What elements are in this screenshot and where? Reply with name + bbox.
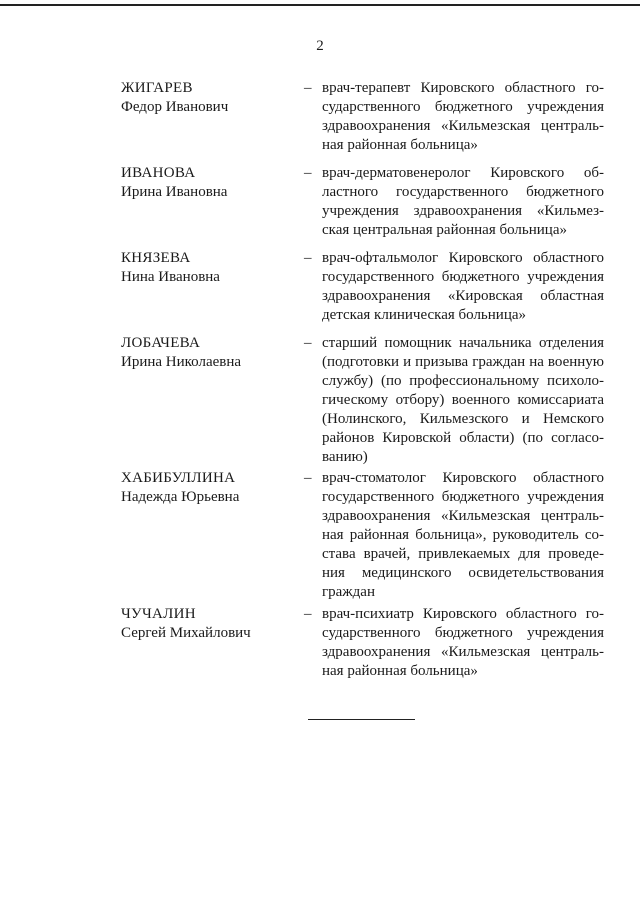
entry-dash: – xyxy=(304,80,312,96)
member-surname: ИВАНОВА xyxy=(121,165,196,181)
member-name xyxy=(121,469,296,507)
member-given-name: Нина Ивановна xyxy=(121,269,220,285)
top-border-rule xyxy=(0,4,640,6)
closing-rule xyxy=(308,719,415,720)
entry-dash: – xyxy=(304,470,312,486)
member-given-name: Ирина Николаевна xyxy=(121,354,242,370)
member-role: врач-офтальмолог Кировского областного государственного бюджетного учреждения здравоохранения «Кировская областная детская клиническая больница» xyxy=(322,250,604,323)
entry-dash: – xyxy=(304,606,312,622)
page-number: 2 xyxy=(316,38,324,54)
member-role: врач-дерматовенеролог Кировского областного государственного бюджетного учреждения здравоохранения «Кильмезская центральная районная больница» xyxy=(322,165,604,238)
member-role: врач-психиатр Кировского областного государственного бюджетного учреждения здравоохранения «Кильмезская центральная районная больница» xyxy=(322,606,604,679)
member-name xyxy=(121,334,296,372)
member-surname: ХАБИБУЛЛИНА xyxy=(121,470,236,486)
entry-dash: – xyxy=(304,250,312,266)
member-surname: ЧУЧАЛИН xyxy=(121,606,196,622)
member-name xyxy=(121,79,296,117)
member-name xyxy=(121,249,296,287)
member-surname: ЛОБАЧЕВА xyxy=(121,335,201,351)
member-role: старший помощник начальника отделения (подготовки и призыва граждан на военную службу) (по профессиональному психологическому отбору) военного комиссариата (Нолинского, Кильмезского и Немского районов Кировской области) (по согласованию) xyxy=(322,335,604,465)
entry-dash: – xyxy=(304,335,312,351)
member-name xyxy=(121,605,296,643)
member-given-name: Ирина Ивановна xyxy=(121,184,228,200)
member-name xyxy=(121,164,296,202)
member-role: врач-стоматолог Кировского областного государственного бюджетного учреждения здравоохранения «Кильмезская центральная районная больница», руководитель состава врачей, привлекаемых для проведения медицинского освидетельствования граждан xyxy=(322,470,604,600)
member-given-name: Федор Иванович xyxy=(121,99,229,115)
member-role: врач-терапевт Кировского областного государственного бюджетного учреждения здравоохранения «Кильмезская центральная районная больница» xyxy=(322,80,604,153)
member-surname: ЖИГАРЕВ xyxy=(121,80,193,96)
member-given-name: Надежда Юрьевна xyxy=(121,489,240,505)
member-given-name: Сергей Михайлович xyxy=(121,625,251,641)
member-surname: КНЯЗЕВА xyxy=(121,250,191,266)
entry-dash: – xyxy=(304,165,312,181)
